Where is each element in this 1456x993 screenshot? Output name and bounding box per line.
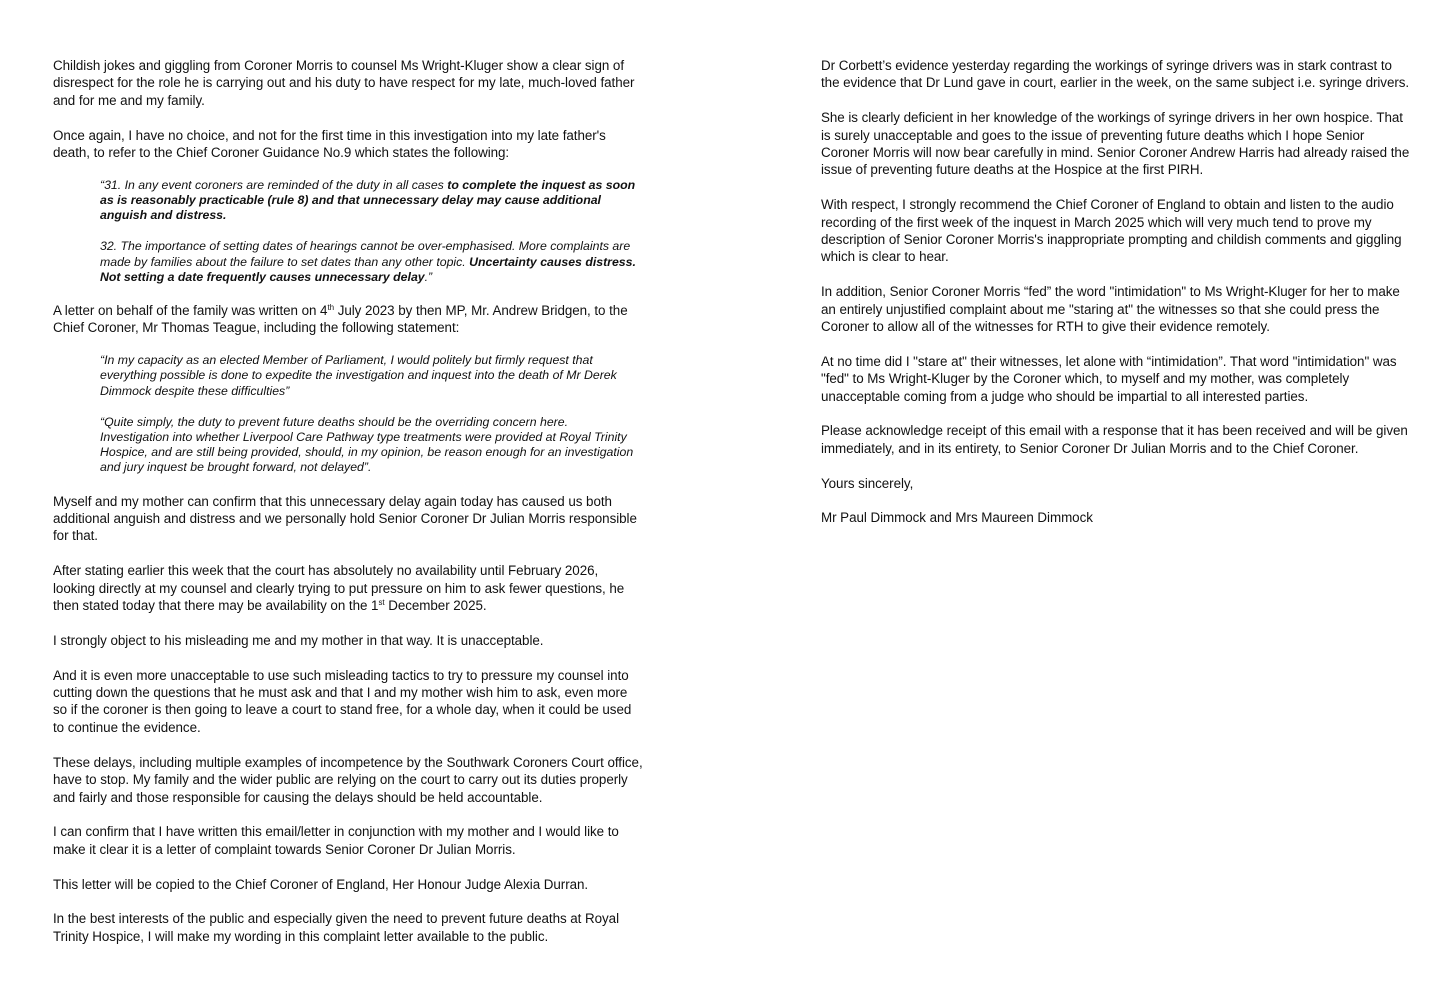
mp-letter-text-start: A letter on behalf of the family was written on 4 xyxy=(53,303,328,319)
letter-closing: Yours sincerely, xyxy=(821,475,914,491)
paragraph-complaint-confirmation: I can confirm that I have written this email/letter in conjunction with my mother and I would like to make it clear it is a letter of complaint towards Senior Coroner Dr Julian Morris. xyxy=(53,824,619,857)
paragraph-mp-letter xyxy=(53,302,643,337)
paragraph-copy-chief-coroner: This letter will be copied to the Chief Coroner of England, Her Honour Judge Alexia Durran. xyxy=(53,876,589,892)
availability-text-end: December 2025. xyxy=(384,598,487,614)
letter-signature: Mr Paul Dimmock and Mrs Maureen Dimmock xyxy=(821,510,1093,526)
mp-letter-date-suffix: th xyxy=(327,303,335,313)
quote-mp-prevent-deaths: “Quite simply, the duty to prevent future deaths should be the overriding concern here. Investigation into whether Liverpool Care Pathway type treatments were provided at Royal Trinity Hospice, and are still being provided, should, in my opinion, be reason enough for an investigation and jury inquest be brought forward, not delayed”. xyxy=(100,414,634,475)
paragraph-corbett-evidence: Dr Corbett’s evidence yesterday regarding the workings of syringe drivers was in stark contrast to the evidence that Dr Lund gave in court, earlier in the week, on the same subject i.e. syringe drivers. xyxy=(821,58,1410,91)
quote-32-end: .” xyxy=(424,269,433,284)
paragraph-intimidation: In addition, Senior Coroner Morris “fed” the word "intimidation" to Ms Wright-Kluger for her to make an entirely unjustified complaint about me "staring at" the witnesses so that she could press the Coroner to allow all of the witnesses for RTH to give their evidence remotely. xyxy=(821,284,1400,335)
paragraph-deficient-knowledge: She is clearly deficient in her knowledge of the workings of syringe drivers in her own hospice. That is surely unacceptable and goes to the issue of preventing future deaths which I hope Senior Coroner Morris will now bear carefully in mind. Senior Coroner Andrew Harris had already raised the issue of preventing future deaths at the Hospice at the first PIRH. xyxy=(821,110,1410,178)
quote-32-emphasis: Uncertainty causes distress. Not setting a date frequently causes unnecessary delay xyxy=(100,254,636,284)
quote-guidance-32 xyxy=(100,239,640,285)
paragraph-delays: These delays, including multiple examples of incompetence by the Southwark Coroners Court office, have to stop. My family and the wider public are relying on the court to carry out its duties properly and fairly and those responsible for causing the delays should be held accountable. xyxy=(53,754,643,805)
quote-31-emphasis: to complete the inquest as soon as is reasonably practicable (rule 8) and that unnecessary delay may cause additional anguish and distress. xyxy=(100,177,636,223)
availability-text-start: After stating earlier this week that the court has absolutely no availability until February 2026, looking directly at my counsel and clearly trying to put pressure on him to ask fewer questions, he then stated today that there may be availability on the 1 xyxy=(53,563,625,614)
quote-mp-request: “In my capacity as an elected Member of Parliament, I would politely but firmly request that everything possible is done to expedite the investigation and inquest into the death of Mr Derek Dimmock despite these difficulties” xyxy=(100,353,617,398)
paragraph-objection: I strongly object to his misleading me and my mother in that way. It is unacceptable. xyxy=(53,632,544,648)
quote-32-text: 32. The importance of setting dates of hearings cannot be over-emphasised. More complaints are made by families about the failure to set dates than any other topic. xyxy=(100,239,631,269)
availability-date-suffix: st xyxy=(378,598,385,608)
letter-column-right xyxy=(821,57,1411,544)
paragraph-stare-at: At no time did I "stare at" their witnesses, let alone with “intimidation”. That word "intimidation" was "fed" to Ms Wright-Kluger by the Coroner which, to myself and my mother, was completely unacceptable coming from a judge who should be impartial to all interested parties. xyxy=(821,353,1397,404)
letter-page-right xyxy=(728,0,1456,993)
paragraph-disrespect: Childish jokes and giggling from Coroner Morris to counsel Ms Wright-Kluger show a clear sign of disrespect for the role he is carrying out and his duty to have respect for my late, much-loved father and for me and my family. xyxy=(53,58,635,108)
paragraph-acknowledge-receipt: Please acknowledge receipt of this email with a response that it has been received and will be given immediately, and in its entirety, to Senior Coroner Dr Julian Morris and to the Chief Coroner. xyxy=(821,423,1408,456)
paragraph-audio-recording: With respect, I strongly recommend the Chief Coroner of England to obtain and listen to the audio recording of the first week of the inquest in March 2025 which will very much tend to prove my description of Senior Coroner Morris's inappropriate prompting and childish comments and giggling which is clear to hear. xyxy=(821,197,1402,265)
paragraph-anguish: Myself and my mother can confirm that this unnecessary delay again today has caused us both additional anguish and distress and we personally hold Senior Coroner Dr Julian Morris responsible for that. xyxy=(53,493,637,544)
paragraph-misleading-tactics: And it is even more unacceptable to use such misleading tactics to try to pressure my counsel into cutting down the questions that he must ask and that I and my mother wish him to ask, even more so if the coroner is then going to leave a court to stand free, for a whole day, when it could be used to continue the evidence. xyxy=(53,667,632,735)
paragraph-guidance-intro: Once again, I have no choice, and not for the first time in this investigation into my late father's death, to refer to the Chief Coroner Guidance No.9 which states the following: xyxy=(53,127,606,161)
letter-column-left xyxy=(53,57,643,963)
quote-31-text: “31. In any event coroners are reminded of the duty in all cases xyxy=(100,177,448,192)
paragraph-availability xyxy=(53,562,643,614)
mp-letter-text-end: July 2023 by then MP, Mr. Andrew Bridgen, to the Chief Coroner, Mr Thomas Teague, including the following statement: xyxy=(53,303,628,336)
paragraph-public-interest: In the best interests of the public and especially given the need to prevent future deaths at Royal Trinity Hospice, I will make my wording in this complaint letter available to the public. xyxy=(53,911,620,944)
quote-guidance-31 xyxy=(100,178,640,224)
